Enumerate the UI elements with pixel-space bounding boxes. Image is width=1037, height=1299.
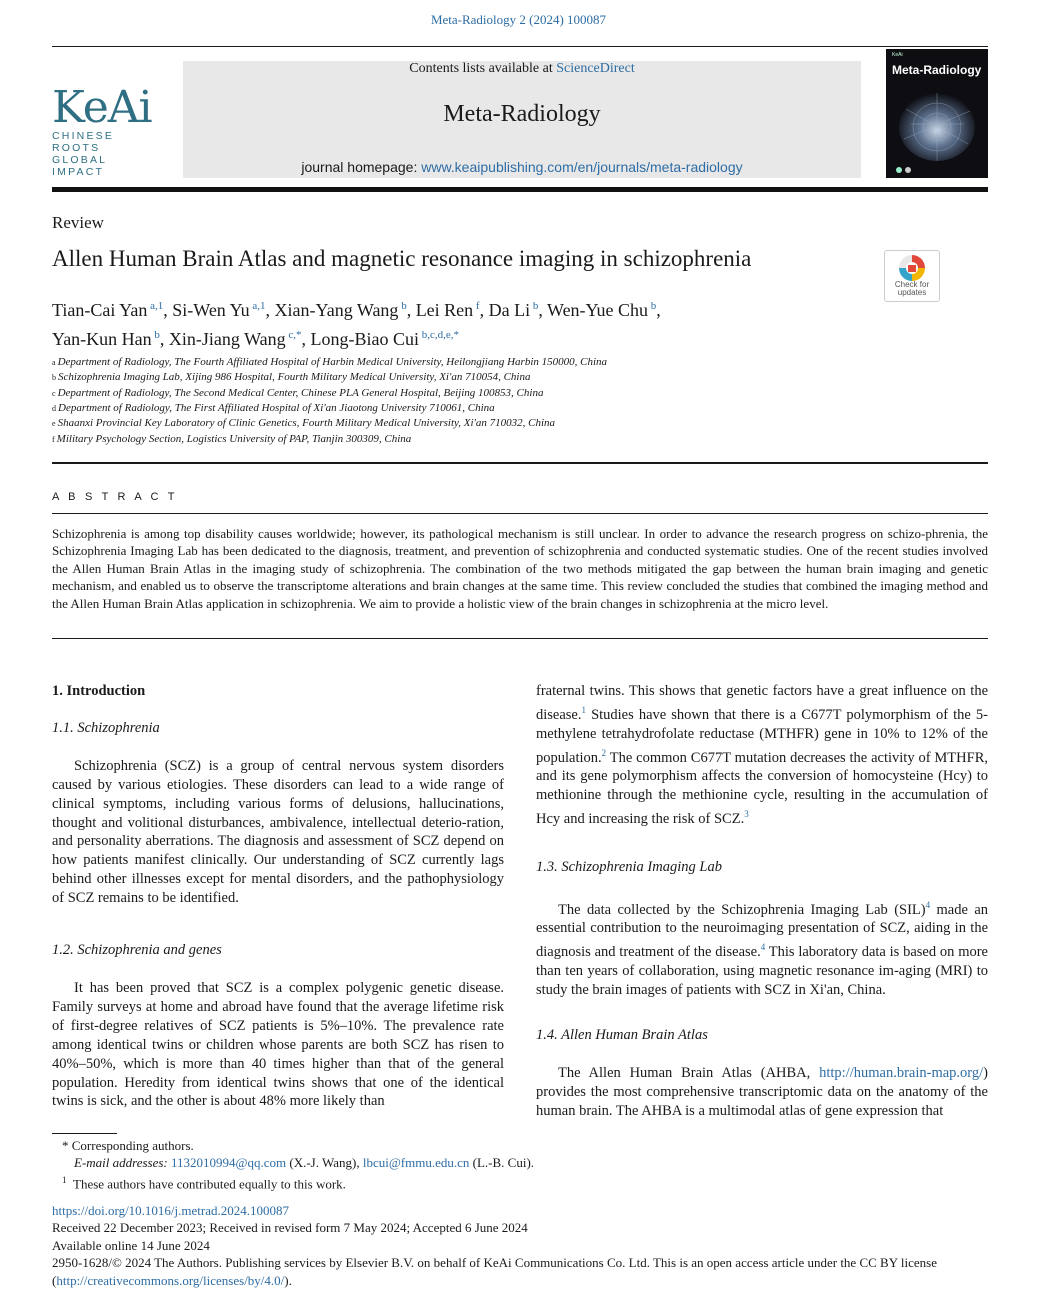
author-separator: , xyxy=(656,300,661,320)
keai-logo-line1: CHINESE ROOTS xyxy=(52,130,115,154)
journal-citation[interactable]: Meta-Radiology 2 (2024) 100087 xyxy=(430,12,607,27)
author-name[interactable]: Tian-Cai Yan xyxy=(52,300,148,320)
affiliation-letter: c xyxy=(52,388,56,398)
email-link-2[interactable]: lbcui@fmmu.edu.cn xyxy=(362,1155,470,1170)
cover-brain-illustration xyxy=(886,49,988,178)
footnote-rule xyxy=(52,1133,117,1134)
affiliation-text: Military Psychology Section, Logistics University of PAP, Tianjin 300309, China xyxy=(56,432,412,445)
left-column xyxy=(52,682,504,1111)
author-name[interactable]: Si-Wen Yu xyxy=(172,300,250,320)
author-name[interactable]: Lei Ren xyxy=(415,300,474,320)
ahba-link[interactable]: http://human.brain-map.org/ xyxy=(819,1064,984,1081)
affiliation-item xyxy=(52,355,607,370)
affiliation-item xyxy=(52,401,495,416)
author-line-1 xyxy=(52,294,852,323)
paragraph-ahba: The Allen Human Brain Atlas (AHBA, http://human.brain-map.org/) provides the most comprehensive transcriptomic data on the anatomy of the human brain. The AHBA is a multimodal atlas of gene expression that xyxy=(536,1064,988,1119)
email-addresses: E-mail addresses: 1132010994@qq.com (X.-J. Wang), lbcui@fmmu.edu.cn (L.-B. Cui). xyxy=(74,1155,535,1170)
affiliation-text: Schizophrenia Imaging Lab, Xijing 986 Hospital, Fourth Military Medical University, Xi'an 710054, China xyxy=(58,371,531,384)
author-separator: , xyxy=(406,300,416,320)
contents-availability: Contents lists available at ScienceDirect xyxy=(409,61,635,76)
author-name[interactable]: Da Li xyxy=(488,300,531,320)
author-separator: , xyxy=(159,329,169,349)
journal-header-box xyxy=(183,61,861,178)
header-top-rule xyxy=(52,46,988,47)
author-separator: , xyxy=(163,300,173,320)
subsection-heading-imaging-lab: 1.3. Schizophrenia Imaging Lab xyxy=(536,858,722,875)
subsection-heading-ahba: 1.4. Allen Human Brain Atlas xyxy=(536,1026,708,1043)
paragraph-genes-continued: fraternal twins. This shows that genetic factors have a great influence on the disease.$^1$ Studies have shown that there is a C677T polymorphism of the 5-methylene tetrahydrofolate reductase (MTHFR) gene in 10% to 12% of the population.$^2$ The common C677T mutation decreases the activity of MTHFR, and its gene polymorphism affects the conversion of homocysteine (Hcy) to methionine through the methionine cycle, resulting in the accumulation of Hcy and increasing the risk of SCZ.$^3$ xyxy=(536,683,988,827)
author-separator: , xyxy=(301,329,311,349)
citation-ref-4b[interactable]: 4 xyxy=(760,942,766,953)
affiliation-rule xyxy=(52,462,988,464)
author-line-2 xyxy=(52,323,852,352)
author-separator: , xyxy=(479,300,489,320)
check-updates-icon xyxy=(897,253,927,283)
license-statement: 2950-1628/© 2024 The Authors. Publishing services by Elsevier B.V. on behalf of KeAi Communications Co. Ltd. This is an open access article under the CC BY license (http://creativecommons.org/licenses/by/4.0/). xyxy=(52,1255,937,1288)
cover-keai-mark: KeAi xyxy=(892,52,903,58)
author-list xyxy=(52,294,852,352)
email-link-1[interactable]: 1132010994@qq.com xyxy=(171,1155,287,1170)
citation-ref-1[interactable]: 1 xyxy=(581,704,586,715)
keai-logo-word: KeAi xyxy=(52,82,152,133)
author-name[interactable]: Long-Biao Cui xyxy=(310,329,420,349)
corresponding-authors-note: * Corresponding authors. xyxy=(62,1138,194,1153)
author-affiliation-mark[interactable]: f xyxy=(473,300,480,312)
section-heading-introduction: 1. Introduction xyxy=(52,683,146,699)
abstract-text: Schizophrenia is among top disability causes worldwide; however, its pathological mechanism is still unclear. In order to advance the research progress on schizo-phrenia, the Schizophrenia Imaging Lab has been dedicated to the diagnosis, treatment, and prevention of schizophrenia and conducted systematic studies. One of the recent studies involved the Allen Human Brain Atlas in the imaging study of schizophrenia. The combination of the two methods mitigated the gap between the human brain imaging and genetic mechanism, and enabled us to observe the transcriptome alterations and brain changes at the same time. This review concluded the studies that combined the imaging method and the Allen Human Brain Atlas application in schizophrenia. We aim to provide a holistic view of the brain changes in schizophrenia at the micro level. xyxy=(52,526,988,611)
affiliation-item xyxy=(52,386,543,401)
journal-homepage: journal homepage: www.keaipublishing.com/en/journals/meta-radiology xyxy=(301,159,743,175)
author-name[interactable]: Yan-Kun Han xyxy=(52,329,152,349)
affiliation-text: Shaanxi Provincial Key Laboratory of Clinic Genetics, Fourth Military Medical University, Xi'an 710032, China xyxy=(57,417,556,430)
citation-ref-2[interactable]: 2 xyxy=(601,747,607,758)
header-bottom-rule xyxy=(52,187,988,192)
journal-name: Meta-Radiology xyxy=(443,101,601,127)
author-affiliation-mark[interactable]: b xyxy=(648,300,657,312)
author-name[interactable]: Xin-Jiang Wang xyxy=(168,329,286,349)
sciencedirect-link[interactable]: ScienceDirect xyxy=(556,61,635,76)
right-column xyxy=(536,682,988,1121)
abstract-heading: A B S T R A C T xyxy=(52,491,178,503)
author-affiliation-mark[interactable]: b,c,d,e,* xyxy=(419,329,460,341)
paragraph-imaging-lab: The data collected by the Schizophrenia Imaging Lab (SIL)$^4$ made an essential contribution to the neuroimaging presentation of SCZ, aiding in the diagnosis and treatment of the disease.$^4$ This laboratory data is based on more than ten years of collaboration, using magnetic resonance im-aging (MRI) to study the brain images of patients with SCZ in Xi'an, China. xyxy=(536,899,989,999)
doi-link[interactable]: https://doi.org/10.1016/j.metrad.2024.100087 xyxy=(52,1203,290,1218)
affiliation-text: Department of Radiology, The First Affiliated Hospital of Xi'an Jiaotong University 710061, China xyxy=(58,401,495,414)
article-title: Allen Human Brain Atlas and magnetic resonance imaging in schizophrenia xyxy=(52,246,752,271)
keai-logo-line2: GLOBAL IMPACT xyxy=(52,154,107,178)
journal-cover-image xyxy=(886,49,988,178)
homepage-link[interactable]: www.keaipublishing.com/en/journals/meta-radiology xyxy=(421,159,743,175)
affiliation-letter: a xyxy=(52,358,56,367)
subsection-heading-genes: 1.2. Schizophrenia and genes xyxy=(52,942,222,959)
affiliation-text: Department of Radiology, The Second Medical Center, Chinese PLA General Hospital, Beijing 100853, China xyxy=(57,386,544,399)
affiliation-item xyxy=(52,416,555,431)
abstract-top-rule xyxy=(52,513,988,514)
affiliation-letter: b xyxy=(52,373,56,383)
affiliation-letter: e xyxy=(52,419,56,429)
author-name[interactable]: Xian-Yang Wang xyxy=(274,300,399,320)
paragraph-genes: It has been proved that SCZ is a complex polygenic genetic disease. Family surveys at home and abroad have found that the average lifetime risk of first-degree relatives of SCZ patients is 5%–10%. The prevalence rate among identical twins or children whose parents are both SCZ has risen to 40%–50%, which is more than 40 times higher than that of the general population. Heredity from identical twins shows that one of the identical twins is sick, and the other is about 48% more likely than xyxy=(52,979,504,1110)
keai-logo xyxy=(52,82,164,178)
author-affiliation-mark[interactable]: c,* xyxy=(285,329,302,341)
abstract-bottom-rule xyxy=(52,638,988,639)
cover-title: Meta-Radiology xyxy=(892,63,982,77)
received-dates: Received 22 December 2023; Received in revised form 7 May 2024; Accepted 6 June 2024 xyxy=(52,1220,528,1235)
paragraph-schizophrenia: Schizophrenia (SCZ) is a group of central nervous system disorders caused by various etiologies. These disorders can lead to a wide range of clinical symptoms, including various forms of delusions, hallucinations, thought and volitional disturbances, ambivalence, intellectual deterio-ration, and personality aberrations. The diagnosis and assessment of SCZ depend on how patients manifest clinically. Our understanding of SCZ currently lags behind other illnesses except for mental disorders, and the pathophysiology of SCZ remains to be identified. xyxy=(52,757,504,907)
license-link[interactable]: http://creativecommons.org/licenses/by/4.0/ xyxy=(56,1272,285,1288)
author-affiliation-mark[interactable]: b xyxy=(530,300,539,312)
author-separator: , xyxy=(265,300,275,320)
affiliation-letter: f xyxy=(52,434,55,444)
affiliation-item xyxy=(52,432,411,447)
citation-ref-4[interactable]: 4 xyxy=(925,899,931,910)
author-affiliation-mark[interactable]: a,1 xyxy=(147,300,164,312)
author-separator: , xyxy=(538,300,548,320)
affiliation-item xyxy=(52,370,530,385)
author-affiliation-mark[interactable]: a,1 xyxy=(249,300,266,312)
citation-ref-3[interactable]: 3 xyxy=(744,809,749,820)
subsection-heading-schizophrenia: 1.1. Schizophrenia xyxy=(52,719,160,736)
check-updates-label: Check for updates xyxy=(894,280,930,297)
available-online: Available online 14 June 2024 xyxy=(52,1238,210,1253)
check-for-updates-button[interactable] xyxy=(884,250,940,302)
author-name[interactable]: Wen-Yue Chu xyxy=(547,300,649,320)
affiliation-letter: d xyxy=(52,403,56,413)
author-affiliation-mark[interactable]: b xyxy=(398,300,407,312)
article-type: Review xyxy=(52,213,104,232)
equal-contribution-note: $^1$ These authors have contributed equally to this work. xyxy=(62,1175,346,1192)
author-affiliation-mark[interactable]: b xyxy=(151,329,160,341)
affiliation-text: Department of Radiology, The Fourth Affiliated Hospital of Harbin Medical University, Heilongjiang Harbin 150000, China xyxy=(57,356,608,368)
